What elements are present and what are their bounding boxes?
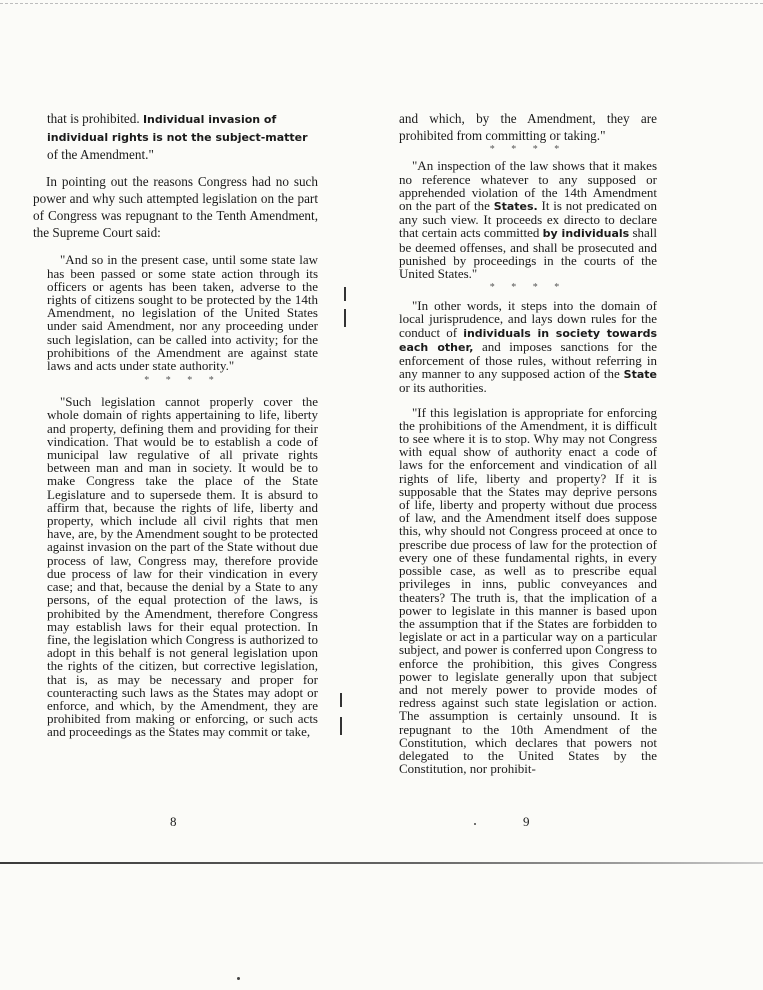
block-quote: "If this legislation is appropriate for enforcing the prohibitions of the Amendment, it is difficult to see where it is to stop. Why may not Congress with equal show of authority enact a code of laws for the enforcement and vindication of all rights of life, liberty and property? If it is supposable that the States may deprive persons of life, liberty and property without due process of law, and the Amendment itself does suppose this, why should not Congress proceed at once to prescribe due process of law for the protection of every one of these fundamental rights, in every possible case, as well as to prescribe equal privileges in inns, public conveyances and theaters? The truth is, that the implication of a power to legislate in this manner is based upon the assumption that if the States are forbidden to legislate or act in a particular way on a particular subject, and power is conferred upon Congress to enforce the prohibition, this gives Congress power to legislate generally upon that subject and not merely power to provide modes of redress against such state legislation or action. The assumption is certainly unsound. It is repugnant to the 10th Amendment of the Constitution, which declares that powers not delegated to the United States by the Constitution, nor prohibit-	[399, 404, 657, 777]
right-column	[399, 110, 657, 775]
text-run: "An inspection of the law shows that it makes no reference whatever to any supposed or apprehended violation of the 14th Amendment on the part of the	[399, 158, 657, 214]
margin-mark	[340, 717, 342, 735]
margin-mark	[340, 693, 342, 707]
paragraph	[33, 110, 318, 164]
block-quote	[399, 159, 657, 280]
text-run: of the Amendment."	[47, 147, 154, 163]
text-run: or its authorities.	[399, 380, 487, 396]
block-quote: "And so in the present case, until some state law has been passed or some state action through its officers or agents has been taken, adverse to the rights of citizens sought to be protected by the 14th Amendment, no legislation of the United States under said Amendment, nor any proceeding under such legislation, can be called into activity; for the prohibitions of the Amendment are against state laws and acts under state authority."	[47, 252, 318, 374]
bold-emphasis: by individuals	[542, 227, 630, 241]
text-run: that is prohibited.	[47, 111, 143, 126]
section-stars: * * * *	[489, 144, 567, 156]
page-number-left: 8	[170, 814, 177, 829]
page-number-right: 9	[523, 814, 530, 829]
text-run: "In other words, it steps into the domain of local jurisprudence, and lays down rules for the conduct of	[399, 298, 657, 340]
speck	[474, 823, 476, 825]
bold-emphasis: Individual invasion of individual rights is not the subject-matter	[47, 113, 308, 145]
left-column	[33, 110, 318, 739]
top-page-edge	[0, 3, 763, 4]
section-stars: * * * *	[489, 282, 567, 294]
block-quote: and which, by the Amendment, they are prohibited from committing or taking."	[399, 111, 657, 144]
bottom-rule	[0, 862, 763, 864]
section-stars: * * * *	[144, 375, 221, 387]
bold-emphasis: State	[623, 368, 657, 382]
bold-emphasis: individuals in society towards each other,	[399, 326, 657, 354]
paragraph: In pointing out the reasons Congress had no such power and why such attempted legislation on the part of Congress was repugnant to the Tenth Amendment, the Supreme Court said:	[33, 173, 318, 241]
text-run: and imposes sanctions for the enforcement of those rules, without referring in any manner to any supposed action of the	[399, 338, 657, 382]
text-run: shall be deemed offenses, and shall be prosecuted and punished by proceedings in the courts of the United States."	[399, 225, 657, 282]
margin-mark	[344, 287, 346, 301]
margin-mark	[344, 309, 346, 327]
block-quote	[399, 299, 657, 394]
speck	[237, 977, 240, 980]
block-quote: "Such legislation cannot properly cover the whole domain of rights appertaining to life, liberty and property, defining them and providing for their vindication. That would be to establish a code of municipal law regulative of all private rights between man and man in society. It would be to make Congress take the place of the State Legislature and to supersede them. It is absurd to affirm that, because the rights of life, liberty and property, which include all civil rights that men have, are, by the Amendment sought to be protected against invasion on the part of the State without due process of law, Congress may, therefore provide due process of law for their vindication in every case; and that, because the denial by a State to any persons, of the equal protection of the laws, is prohibited by the Amendment, therefore Congress may establish laws for their equal protection. In fine, the legislation which Congress is authorized to adopt in this behalf is not general legislation upon the rights of the citizen, but corrective legislation, that is, as may be necessary and proper for counteracting such laws as the States may adopt or enforce, and which, by the Amendment, they are prohibited from making or enforcing, or such acts and proceedings as the States may commit or take,	[47, 394, 318, 740]
bold-emphasis: States.	[493, 200, 538, 214]
text-run: It is not predicated on any such view. It proceeds ex directo to declare that certain acts committed	[399, 198, 657, 241]
